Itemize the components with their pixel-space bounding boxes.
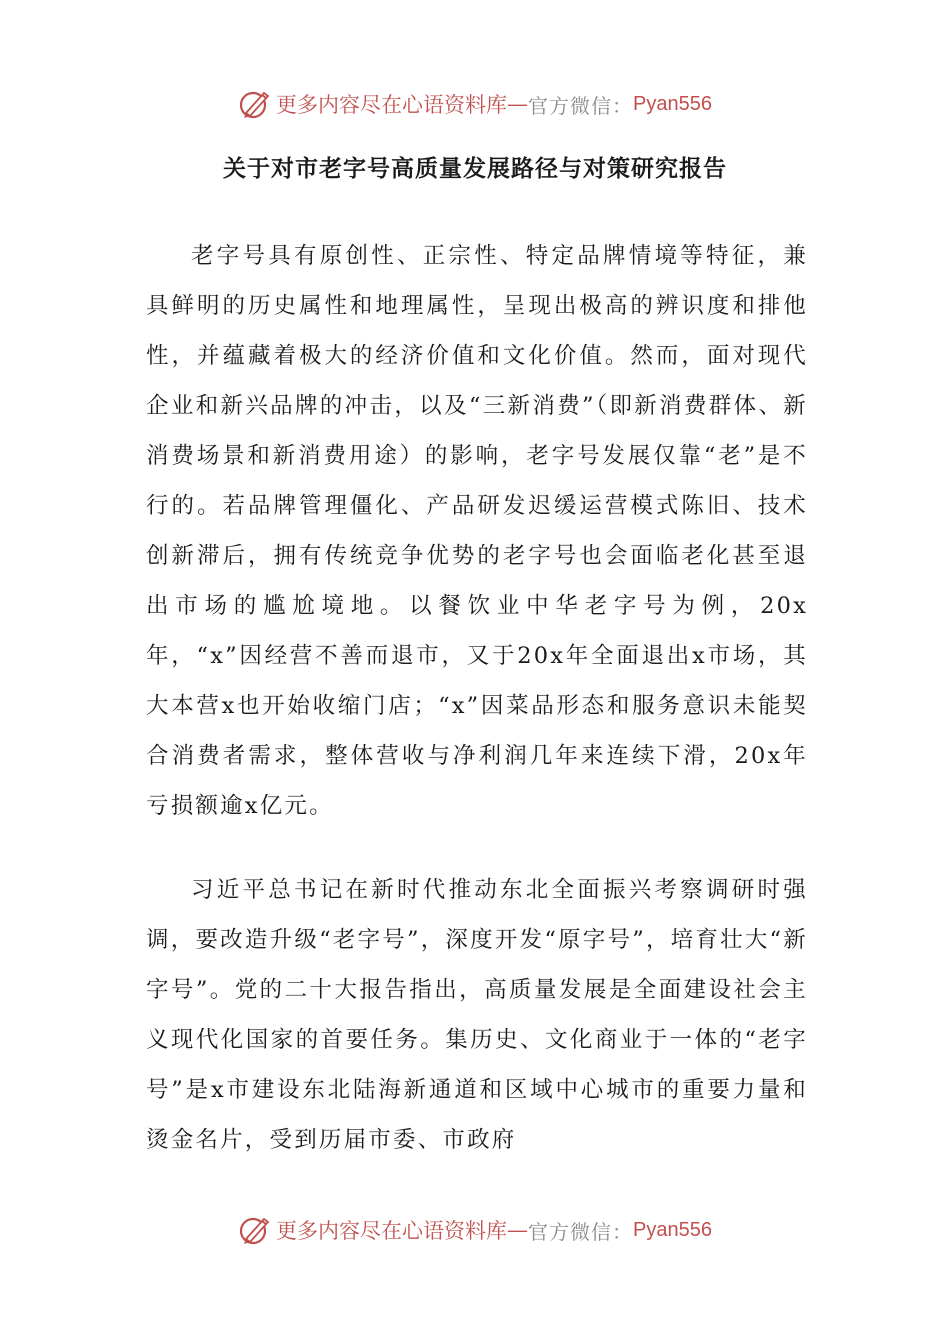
watermark-brand-text: 更多内容尽在心语资料库 [276, 1219, 508, 1243]
watermark-wechat-label: 官方微信： [528, 93, 634, 118]
pen-logo-icon [238, 87, 272, 121]
body-paragraph-1: 老字号具有原创性、正宗性、特定品牌情境等特征，兼具鲜明的历史属性和地理属性，呈现出极高的辨识度和排他性，并蕴藏着极大的经济价值和文化价值。然而，面对现代企业和新兴品牌的冲击，以及“三新消费”（即新消费群体、新消费场景和新消费用途）的影响，老字号发展仅靠“老”是不行的。若品牌管理僵化、产品研发迟缓运营模式陈旧、技术创新滞后，拥有传统竞争优势的老字号也会面临老化甚至退出市场的尴尬境地。以餐饮业中华老字号为例，20x年，“x”因经营不善而退市，又于20x年全面退出x市场，其大本营x也开始收缩门店；“x”因菜品形态和服务意识未能契合消费者需求，整体营收与净利润几年来连续下滑，20x年亏损额逾x亿元。 [146, 243, 808, 819]
watermark-wechat-label: 官方微信： [528, 1219, 634, 1244]
body-paragraph-2: 习近平总书记在新时代推动东北全面振兴考察调研时强调，要改造升级“老字号”，深度开发“原字号”，培育壮大“新字号”。党的二十大报告指出，高质量发展是全面建设社会主义现代化国家的首要任务。集历史、文化商业于一体的“老字号”是x市建设东北陆海新通道和区域中心城市的重要力量和烫金名片，受到历届市委、市政府 [146, 877, 808, 1153]
watermark-banner-top [0, 84, 950, 124]
watermark-banner-bottom [0, 1210, 950, 1250]
watermark-dash: — [507, 1218, 529, 1242]
watermark-wechat-id: Pyan556 [633, 92, 712, 115]
watermark-wechat-id: Pyan556 [633, 1218, 712, 1241]
watermark-dash: — [507, 92, 529, 116]
document-title: 关于对市老字号高质量发展路径与对策研究报告 [223, 155, 727, 182]
pen-logo-icon [238, 1213, 272, 1247]
watermark-brand-text: 更多内容尽在心语资料库 [276, 93, 508, 117]
